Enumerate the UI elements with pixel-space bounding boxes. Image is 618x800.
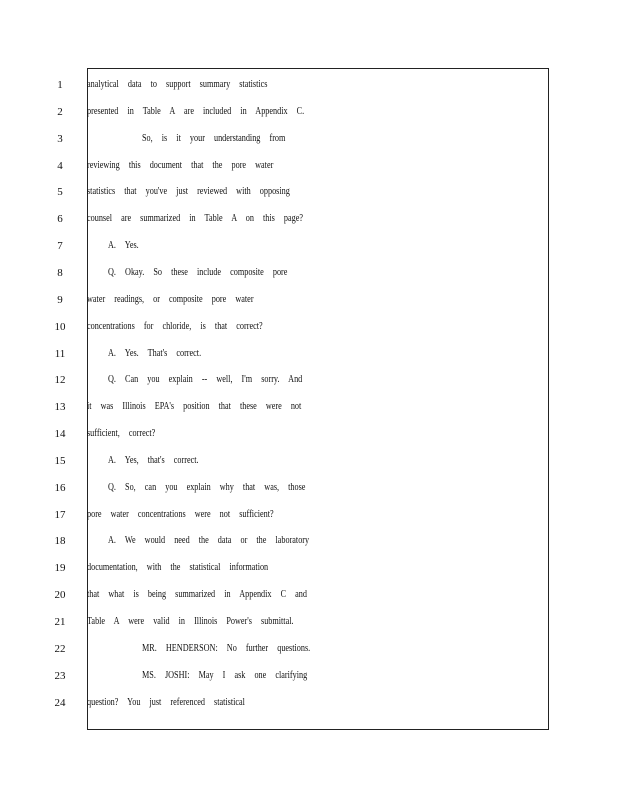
line-text: sufficient, correct? (87, 428, 156, 440)
transcript-line (0, 397, 618, 417)
line-text: documentation, with the statistical information (87, 562, 269, 574)
line-number: 11 (54, 347, 66, 360)
line-number: 6 (57, 213, 63, 226)
line-text: A. Yes. (108, 240, 139, 252)
transcript-line (0, 209, 618, 229)
transcript-line (0, 585, 618, 605)
transcript-line (0, 129, 618, 149)
line-number: 3 (57, 132, 63, 145)
line-number: 20 (54, 589, 66, 602)
line-text: So, is it your understanding from (142, 132, 286, 144)
line-text: that what is being summarized in Appendix C and (87, 589, 307, 601)
transcript-line (0, 156, 618, 176)
line-number: 18 (54, 535, 66, 548)
transcript-line (0, 263, 618, 283)
transcript-line (0, 639, 618, 659)
line-number: 21 (54, 616, 66, 628)
line-text: MS. JOSHI: May I ask one clarifying (142, 669, 308, 681)
transcript-line (0, 531, 618, 551)
line-text: A. We would need the data or the laboratory (108, 535, 310, 547)
line-number: 15 (54, 454, 66, 467)
line-text: counsel are summarized in Table A on this page? (87, 213, 304, 225)
transcript-line (0, 290, 618, 310)
line-number: 8 (57, 266, 63, 279)
transcript-line (0, 612, 618, 632)
line-text: water readings, or composite pore water (87, 293, 254, 305)
line-number: 12 (54, 374, 66, 387)
transcript-line (0, 693, 618, 713)
line-text: A. Yes. That's correct. (108, 347, 202, 359)
line-text: reviewing this document that the pore water (87, 159, 274, 171)
transcript-line (0, 344, 618, 364)
transcript-line (0, 478, 618, 498)
line-number: 24 (54, 696, 66, 709)
transcript-line (0, 505, 618, 525)
line-number: 5 (57, 186, 63, 199)
line-text: Q. Can you explain -- well, I'm sorry. And (108, 374, 303, 386)
line-number: 23 (54, 669, 66, 682)
line-text: presented in Table A are included in Appendix C. (87, 105, 305, 117)
line-number: 9 (57, 293, 63, 306)
line-number: 2 (57, 105, 63, 118)
line-number: 22 (54, 642, 66, 655)
transcript-line (0, 424, 618, 444)
transcript-line (0, 182, 618, 202)
line-text: Q. Okay. So these include composite pore (108, 266, 288, 278)
transcript-line (0, 102, 618, 122)
transcript-line (0, 370, 618, 390)
line-number: 17 (54, 508, 66, 521)
line-text: Q. So, can you explain why that was, those (108, 481, 306, 493)
line-text: question? You just referenced statistical (87, 696, 245, 708)
line-text: analytical data to support summary statistics (87, 79, 268, 90)
line-text: pore water concentrations were not sufficient? (87, 508, 274, 520)
line-number: 7 (57, 240, 63, 253)
line-number: 4 (57, 159, 63, 172)
line-text: A. Yes, that's correct. (108, 454, 199, 466)
line-text: it was Illinois EPA's position that these were not (87, 401, 302, 413)
transcript-line (0, 236, 618, 256)
line-text: Table A were valid in Illinois Power's submittal. (87, 616, 294, 627)
line-number: 13 (54, 401, 66, 414)
line-number: 10 (54, 320, 66, 333)
transcript-line (0, 75, 618, 95)
line-number: 16 (54, 481, 66, 494)
transcript-line (0, 558, 618, 578)
line-text: concentrations for chloride, is that correct? (87, 320, 263, 332)
line-text: statistics that you've just reviewed with opposing (87, 186, 290, 198)
line-text: MR. HENDERSON: No further questions. (142, 642, 311, 654)
line-number: 1 (57, 79, 63, 91)
line-number: 19 (54, 562, 66, 575)
line-number: 14 (54, 428, 66, 441)
transcript-line (0, 317, 618, 337)
transcript-line (0, 451, 618, 471)
transcript-line (0, 666, 618, 686)
